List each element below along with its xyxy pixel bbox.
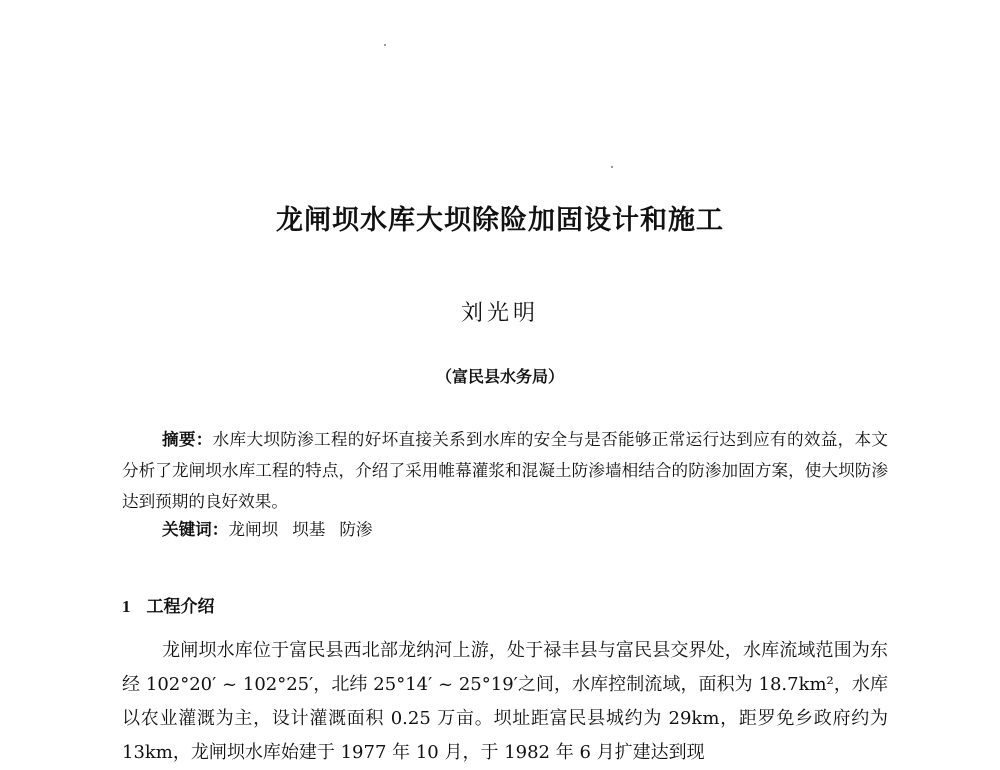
abstract-label: 摘要： <box>162 430 213 449</box>
abstract <box>122 424 888 517</box>
paper-title: 龙闸坝水库大坝除险加固设计和施工 <box>276 205 724 236</box>
body-paragraph-text: 龙闸坝水库位于富民县西北部龙纳河上游，处于禄丰县与富民县交界处，水库流域范围为东经 102°20′ ~ 102°25′，北纬 25°14′ ~ 25°19′之间，水库控制流域，面积为 18.7km²，水库以农业灌溉为主，设计灌溉面积 0.25 万亩。坝址距富民县城约为 29km，距罗免乡政府约为 13km，龙闸坝水库始建于 1977 年 10 月，于 1982 年 6 月扩建达到现 <box>122 640 888 763</box>
section-number: 1 <box>122 597 131 616</box>
keyword-item: 防渗 <box>339 520 373 539</box>
keyword-item: 坝基 <box>292 520 326 539</box>
keywords-label: 关键词： <box>162 520 229 539</box>
section-heading <box>122 592 215 617</box>
body-paragraph <box>122 634 888 770</box>
scan-speck <box>384 44 386 46</box>
author-affiliation: （富民县水务局） <box>435 367 564 386</box>
section-title: 工程介绍 <box>146 597 215 617</box>
abstract-text: 水库大坝防渗工程的好坏直接关系到水库的安全与是否能够正常运行达到应有的效益，本文分析了龙闸坝水库工程的特点，介绍了采用帷幕灌浆和混凝土防渗墙相结合的防渗加固方案，使大坝防渗达到预期的良好效果。 <box>122 430 888 511</box>
keyword-item: 龙闸坝 <box>228 520 279 539</box>
scan-speck <box>611 166 613 168</box>
keywords <box>162 516 387 544</box>
author-name: 刘光明 <box>460 301 539 326</box>
